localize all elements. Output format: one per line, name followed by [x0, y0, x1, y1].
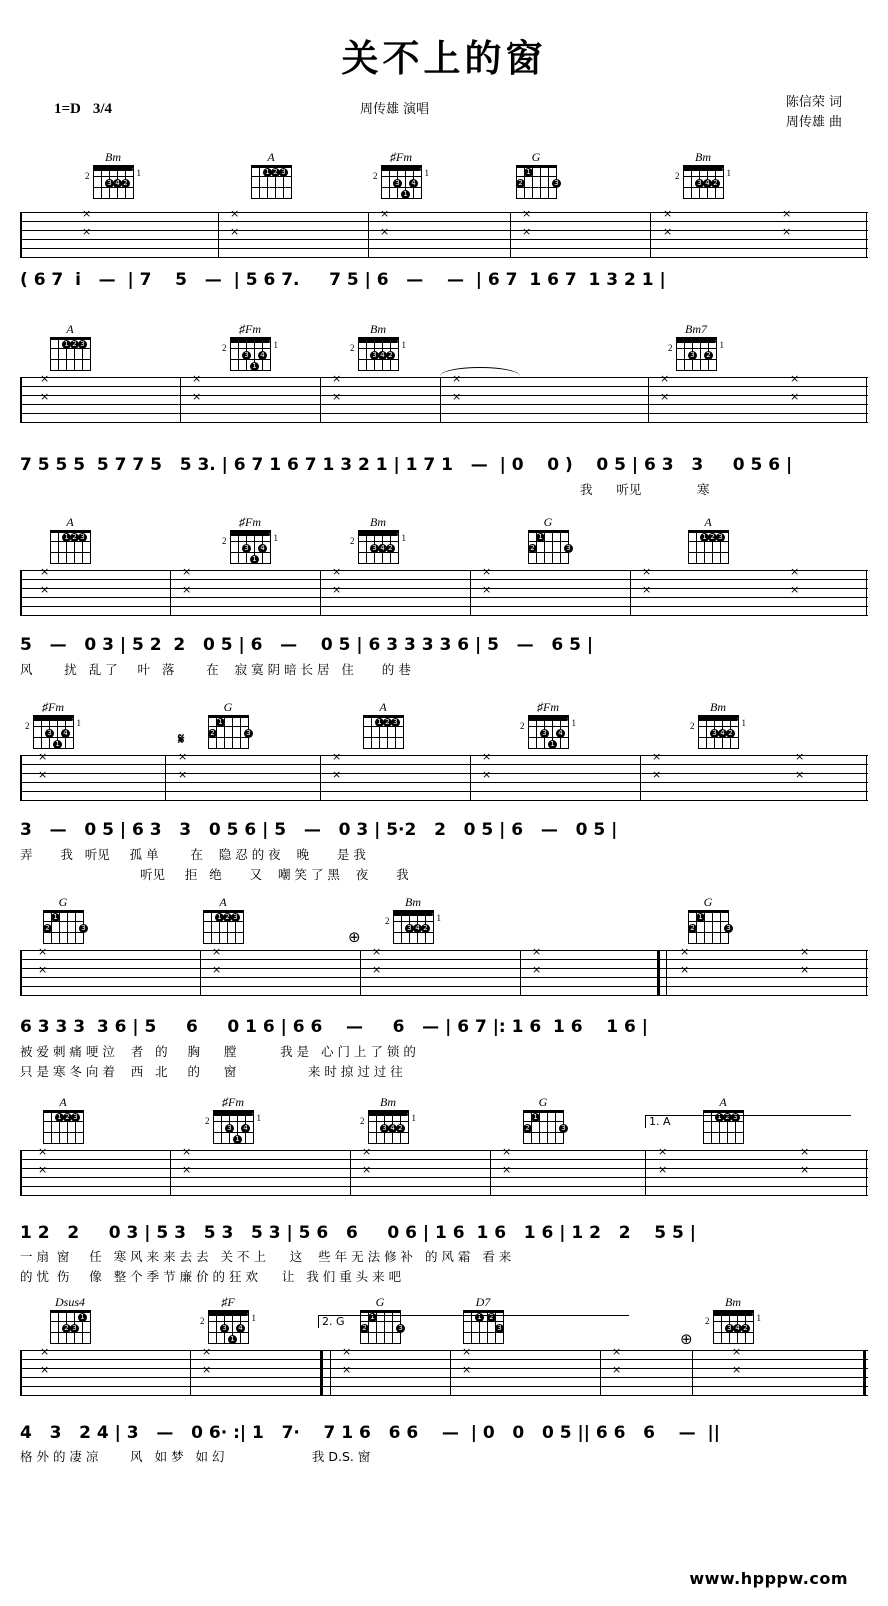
- chord-name: G: [375, 1295, 385, 1309]
- tab-staff: × × × × × × × × × × × ×: [20, 377, 868, 422]
- numbered-notation-row: 7 5 5 5 5 7 7 5 5 3. | 6 7 1 6 7 1 3 2 1 | 1 7 1 — | 0 0 ) 0 5 | 6 3 3 0 5 6 |: [20, 455, 793, 475]
- key-signature: [54, 101, 112, 118]
- credits: [786, 93, 842, 133]
- system-7: Dsus4 2 3 1 ♯F 3 1 4 2 1 G 2 1 3 D7 1 2 3 Bm 3 4 2 2 1 2. G ⊕ × × × × × × × × × × × × 4 3 2 4 | 3 — 0 6· :| 1 7· 7 1 6 6 6 — | 0 0 0 5 || 6 6 6 — || 格 外 的 凄 凉 风 如 梦 如 幻 我 D.S. 窗: [0, 1295, 888, 1485]
- tab-staff: × × × × × × × × × × × ×: [20, 755, 868, 800]
- system-5: G 2 1 3 A 1 2 3 Bm 3 4 2 2 1 G 2 1 3 ⊕ × × × × × × × × × × × × 6 3 3 3 3 6 | 5 6 0 1 6 | 6 6 — 6 — | 6 7 |: 1 6 1 6 1 6 | 被 爱 刺 痛 哽 泣 者 的 胸 膛 我 是 心 门 上 了 锁 的 只 是 寒 冬 向 着 西 北 的 窗 来 时 掠 过 过 往: [0, 895, 888, 1085]
- system-2: A 1 2 3 ♯Fm 3 1 4 2 1 Bm 3 4 2 2 1 Bm7 3 2 2 1 × × × × × × × × × × × × 7 5 5 5 5 7 7 5 5 3. | 6 7 1 6 7 1 3 2 1 | 1 7 1 — | 0 0 ) 0 5 | 6 3 3 0 5 6 | 我 听见 寒: [0, 322, 888, 487]
- composer-credit: 周传雄 曲: [785, 115, 842, 130]
- chord-name: Dsus4: [54, 1295, 85, 1309]
- chord-name: Bm: [370, 515, 386, 529]
- lyric-row: 风 扰 乱 了 叶 落 在 寂 寞 阴 暗 长 居 住 的 巷: [20, 662, 411, 677]
- numbered-notation-row: ( 6 7 i — | 7 5 — | 5 6 7. 7 5 | 6 — — | 6 7 1 6 7 1 3 2 1 |: [20, 270, 666, 290]
- system-6: A 1 2 3 ♯Fm 3 1 4 2 1 Bm 3 4 2 2 1 G 2 1 3 A 1 2 3 1. A × × × × × × × × × × × × 1 2 2 0 3 | 5 3 5 3 5 3 | 5 6 6 0 6 | 1 6 1 6 1 6 | 1 2 2 5 5 | 一 扇 窗 任 寒 风 来 来 去 去 关 不 上 这 些 年 无 法 修 补 的 风 霜 看 来 的 忧 伤 像 整 个 季 节 廉 价 的 狂 欢 让 我 们 重 头 来 吧: [0, 1095, 888, 1285]
- page-title: 关不上的窗: [341, 37, 547, 80]
- chord-name: G: [703, 895, 713, 909]
- chord-name: ♯Fm: [42, 700, 64, 714]
- chord-name: A: [59, 1095, 67, 1109]
- chord-name: Bm: [405, 895, 421, 909]
- numbered-notation-row: 4 3 2 4 | 3 — 0 6· :| 1 7· 7 1 6 6 6 — | 0 0 0 5 || 6 6 6 — ||: [20, 1423, 720, 1443]
- lyric-row-verse2: 只 是 寒 冬 向 着 西 北 的 窗 来 时 掠 过 过 往: [20, 1064, 403, 1079]
- chord-name: A: [66, 515, 74, 529]
- chord-name: Bm7: [685, 322, 707, 336]
- chord-name: A: [219, 895, 227, 909]
- lyric-row-verse1: 弄 我 听见 孤 单 在 隐 忍 的 夜 晚 是 我: [20, 847, 366, 862]
- chord-name: Bm: [695, 150, 711, 164]
- ending-label: 1. A: [649, 1115, 671, 1128]
- chord-name: ♯Fm: [239, 322, 261, 336]
- ending-label: 2. G: [322, 1315, 345, 1328]
- chord-name: Bm: [710, 700, 726, 714]
- system-1: Bm 3 4 2 2 1 A 1 2 3 ♯Fm 3 1 4 2 1 G 2 1 3 Bm 3 4 2 2 1 × × × × × × × × × × × × ( 6 7 i — | 7 5 — | 5 6 7. 7 5 | 6 — — | 6 7 1 6 7 1 3 2 1 |: [0, 150, 888, 295]
- chord-name: A: [704, 515, 712, 529]
- lyric-row-verse2: 听见 拒 绝 又 嘲 笑 了 黑 夜 我: [140, 867, 409, 882]
- tab-staff: × × × × × × × × × × × ×: [20, 950, 868, 995]
- numbered-notation-row: 3 — 0 5 | 6 3 3 0 5 6 | 5 — 0 3 | 5·2 2 0 5 | 6 — 0 5 |: [20, 820, 618, 840]
- chord-name: G: [531, 150, 541, 164]
- coda-sign: ⊕: [348, 928, 361, 946]
- first-ending-bracket: [645, 1115, 851, 1128]
- tab-staff: × × × × × × × × × × × ×: [20, 212, 868, 257]
- chord-name: G: [538, 1095, 548, 1109]
- chord-name: G: [58, 895, 68, 909]
- chord-name: A: [379, 700, 387, 714]
- chord-name: A: [267, 150, 275, 164]
- tab-staff: × × × × × × × × × × × ×: [20, 1150, 868, 1195]
- second-ending-bracket: [318, 1315, 629, 1328]
- lyric-row: 我 听见 寒: [580, 482, 710, 497]
- tab-staff: × × × × × × × × × × × ×: [20, 1350, 868, 1395]
- chord-name: G: [543, 515, 553, 529]
- chord-name: D7: [475, 1295, 491, 1309]
- chord-name: ♯F: [221, 1295, 235, 1309]
- key-label: 1=D: [54, 101, 81, 117]
- chord-name: Bm: [380, 1095, 396, 1109]
- chord-name: Bm: [725, 1295, 741, 1309]
- chord-name: ♯Fm: [537, 700, 559, 714]
- coda-sign: ⊕: [680, 1330, 693, 1348]
- singer-credit: 周传雄 演唱: [360, 102, 430, 117]
- numbered-notation-row: 6 3 3 3 3 6 | 5 6 0 1 6 | 6 6 — 6 — | 6 7 |: 1 6 1 6 1 6 |: [20, 1017, 648, 1037]
- numbered-notation-row: 1 2 2 0 3 | 5 3 5 3 5 3 | 5 6 6 0 6 | 1 6 1 6 1 6 | 1 2 2 5 5 |: [20, 1223, 696, 1243]
- system-4: ♯Fm 3 1 4 2 1 G 2 1 3 A 1 2 3 ♯Fm 3 1 4 2 1 Bm 3 4 2 2 1 𝄋 × × × × × × × × × × × × 3 — 0 5 | 6 3 3 0 5 6 | 5 — 0 3 | 5·2 2 0 5 | 6 — 0 5 | 弄 我 听见 孤 单 在 隐 忍 的 夜 晚 是 我 听见 拒 绝 又 嘲 笑 了 黑 夜 我: [0, 700, 888, 885]
- website-footer: www.hpppw.com: [689, 1569, 848, 1588]
- meter-label: 3/4: [92, 101, 113, 117]
- chord-name: ♯Fm: [390, 150, 412, 164]
- chord-name: ♯Fm: [239, 515, 261, 529]
- chord-name: ♯Fm: [222, 1095, 244, 1109]
- lyricist-credit: 陈信荣 词: [785, 95, 842, 110]
- system-3: A 1 2 3 ♯Fm 3 1 4 2 1 Bm 3 4 2 2 1 G 2 1 3 A 1 2 3 × × × × × × × × × × × × 5 — 0 3 | 5 2 2 0 5 | 6 — 0 5 | 6 3 3 3 3 6 | 5 — 6 5 | 风 扰 乱 了 叶 落 在 寂 寞 阴 暗 长 居 住 的 巷: [0, 515, 888, 680]
- numbered-notation-row: 5 — 0 3 | 5 2 2 0 5 | 6 — 0 5 | 6 3 3 3 3 6 | 5 — 6 5 |: [20, 635, 594, 655]
- chord-name: G: [223, 700, 233, 714]
- chord-name: A: [66, 322, 74, 336]
- lyric-row: 格 外 的 凄 凉 风 如 梦 如 幻 我 D.S. 窗: [20, 1449, 371, 1464]
- lyric-row-verse2: 的 忧 伤 像 整 个 季 节 廉 价 的 狂 欢 让 我 们 重 头 来 吧: [20, 1269, 402, 1284]
- chord-name: A: [719, 1095, 727, 1109]
- tab-staff: × × × × × × × × × × × ×: [20, 570, 868, 615]
- lyric-row-verse1: 一 扇 窗 任 寒 风 来 来 去 去 关 不 上 这 些 年 无 法 修 补 的 风 霜 看 来: [20, 1249, 512, 1264]
- chord-name: Bm: [370, 322, 386, 336]
- chord-name: Bm: [105, 150, 121, 164]
- segno-sign: 𝄋: [178, 730, 185, 748]
- lyric-row-verse1: 被 爱 刺 痛 哽 泣 者 的 胸 膛 我 是 心 门 上 了 锁 的: [20, 1044, 416, 1059]
